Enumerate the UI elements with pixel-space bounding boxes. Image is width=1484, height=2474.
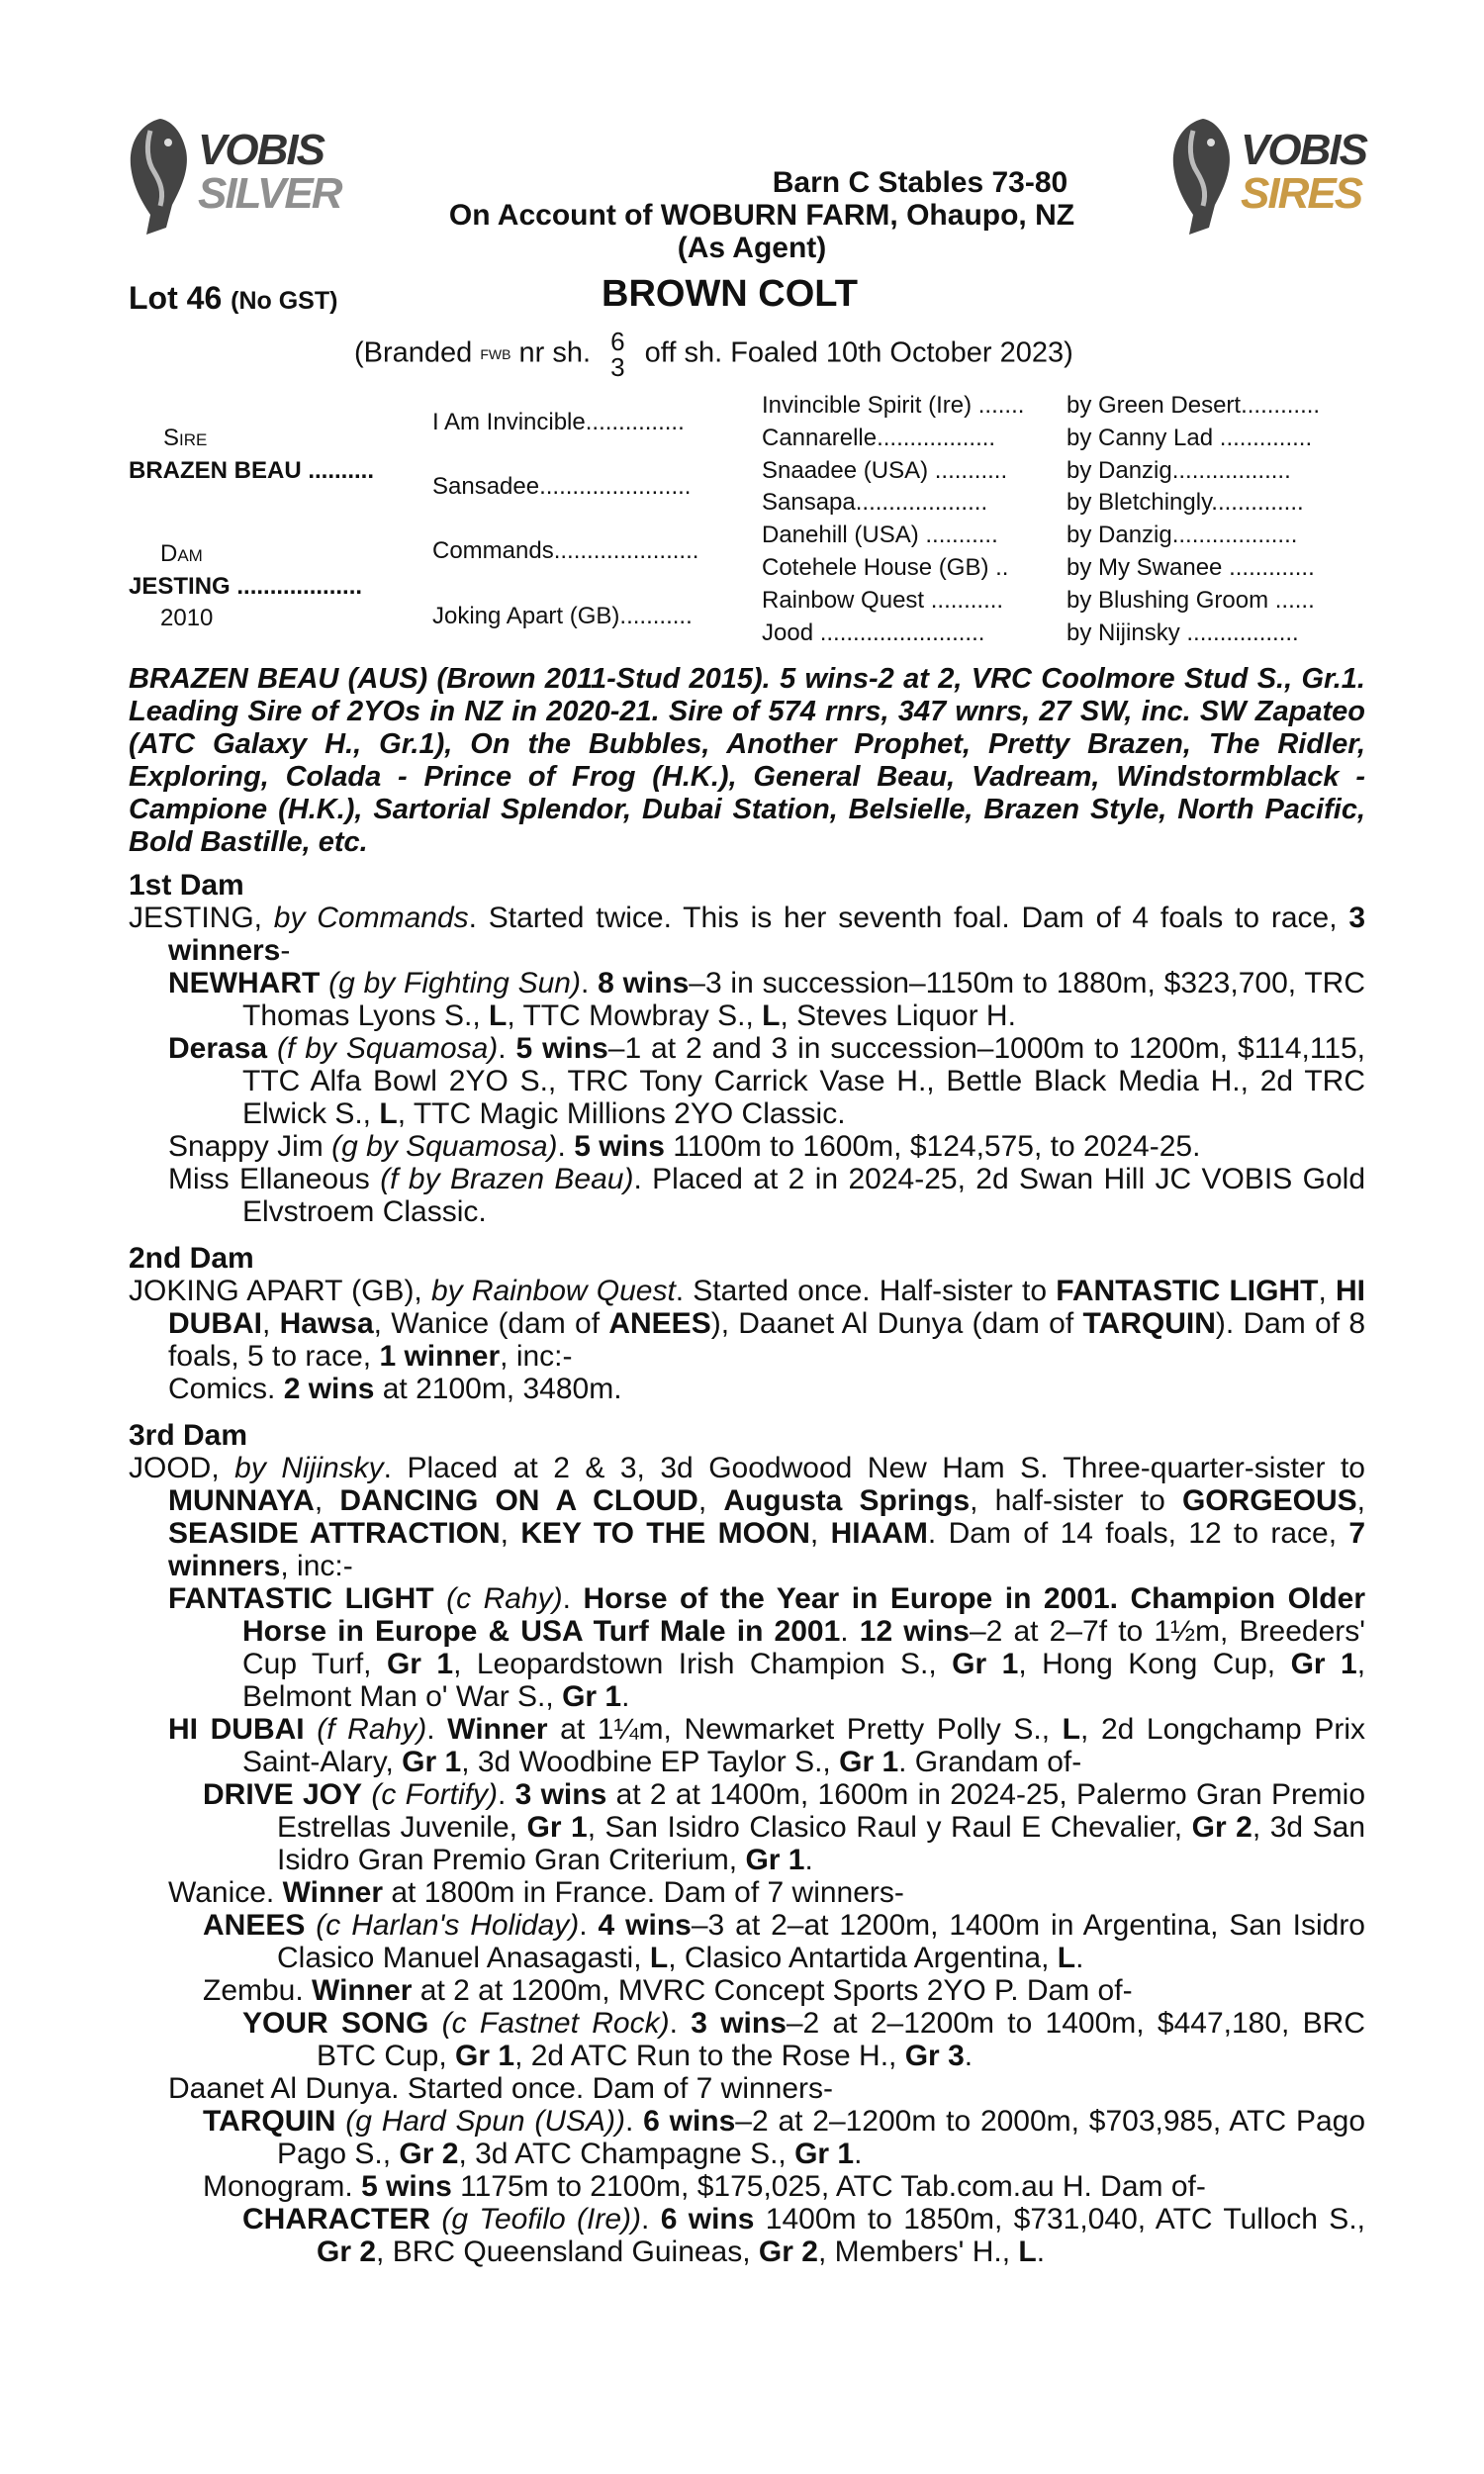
pedigree-g2: I Am Invincible............... xyxy=(432,409,685,435)
progeny-entry: DRIVE JOY (c Fortify). 3 wins at 2 at 1400m, 1600m in 2024-25, Palermo Gran Premio Estrellas Juvenile, Gr 1, San Isidro Clasico Raul y Raul E Chevalier, Gr 2, 3d San Isidro Gran Premio Gran Criterium, Gr 1. xyxy=(203,1778,1366,1876)
third-dam-entry: JOOD, by Nijinsky. Placed at 2 & 3, 3d Goodwood New Ham S. Three-quarter-sister to MUNNAYA, DANCING ON A CLOUD, Augusta Springs, half-sister to GORGEOUS, SEASIDE ATTRACTION, KEY TO THE MOON, HIAAM. Dam of 14 foals, 12 to race, 7 winners, inc:- xyxy=(129,1452,1366,1582)
pedigree-g3: Danehill (USA) ........... xyxy=(762,522,998,548)
progeny-entry: Zembu. Winner at 2 at 1200m, MVRC Concept Sports 2YO P. Dam of- xyxy=(203,1974,1133,2007)
pedigree-g4: by Canny Lad .............. xyxy=(1067,425,1313,451)
progeny-entry: ANEES (c Harlan's Holiday). 4 wins–3 at 2–at 1200m, 1400m in Argentina, San Isidro Clasico Manuel Anasagasti, L, Clasico Antartida Argentina, L. xyxy=(203,1909,1365,1974)
pedigree-g2: Sansadee....................... xyxy=(432,473,692,500)
pedigree-g3: Jood ......................... xyxy=(762,619,985,646)
pedigree-g3: Cannarelle.................. xyxy=(762,425,996,451)
first-dam-entry: JESTING, by Commands. Started twice. This is her seventh foal. Dam of 4 foals to race, 3 winners- xyxy=(129,902,1365,967)
progeny-entry: FANTASTIC LIGHT (c Rahy). Horse of the Year in Europe in 2001. Champion Older Horse in Europe & USA Turf Male in 2001. 12 wins–2 at 2–7f to 1½m, Breeders' Cup Turf, Gr 1, Leopardstown Irish Champion S., Gr 1, Hong Kong Cup, Gr 1, Belmont Man o' War S., Gr 1. xyxy=(168,1582,1366,1713)
sire-summary: BRAZEN BEAU (AUS) (Brown 2011-Stud 2015). 5 wins-2 at 2, VRC Coolmore Stud S., Gr.1. Leading Sire of 2YOs in NZ in 2020-21. Sire of 574 rnrs, 347 wnrs, 27 SW, inc. SW Zapateo (ATC Galaxy H., Gr.1), On the Bubbles, Another Prophet, Pretty Brazen, The Ridler, Exploring, Colada - Prince of Frog (H.K.), General Beau, Vadream, Windstormblack - Campione (H.K.), Sartorial Splendor, Dubai Station, Belsielle, Brazen Style, North Pacific, Bold Bastille, etc. xyxy=(129,663,1365,858)
brand-mark: FWB xyxy=(480,346,511,362)
pedigree-g4: by Green Desert............ xyxy=(1067,392,1321,419)
sire-label: Sire xyxy=(163,425,208,451)
progeny-entry: Monogram. 5 wins 1175m to 2100m, $175,025, ATC Tab.com.au H. Dam of- xyxy=(203,2170,1206,2203)
pedigree-g4: by My Swanee ............. xyxy=(1067,554,1315,581)
brand-line: (Branded FWB nr sh. 6 3 off sh. Foaled 10th October 2023) xyxy=(354,327,1073,382)
brand-fraction: 6 3 xyxy=(610,327,625,382)
pedigree-g2: Commands...................... xyxy=(432,537,699,564)
logo-line2: SIRES xyxy=(1241,169,1362,218)
sire-name: BRAZEN BEAU .......... xyxy=(129,457,375,484)
progeny-entry: Daanet Al Dunya. Started once. Dam of 7 winners- xyxy=(168,2072,834,2105)
section-heading: 1st Dam xyxy=(129,869,244,902)
pedigree-g3: Cotehele House (GB) .. xyxy=(762,554,1009,581)
progeny-entry: HI DUBAI (f Rahy). Winner at 1¼m, Newmarket Pretty Polly S., L, 2d Longchamp Prix Saint-Alary, Gr 1, 3d Woodbine EP Taylor S., Gr 1. Grandam of- xyxy=(168,1713,1365,1778)
second-dam-entry: JOKING APART (GB), by Rainbow Quest. Started once. Half-sister to FANTASTIC LIGHT, HI DUBAI, Hawsa, Wanice (dam of ANEES), Daanet Al Dunya (dam of TARQUIN). Dam of 8 foals, 5 to race, 1 winner, inc:- xyxy=(129,1275,1366,1373)
pedigree-g4: by Danzig................... xyxy=(1067,522,1298,548)
progeny-entry: Miss Ellaneous (f by Brazen Beau). Placed at 2 in 2024-25, 2d Swan Hill JC VOBIS Gold Elvstroem Classic. xyxy=(168,1163,1365,1228)
pedigree-g3: Rainbow Quest ........... xyxy=(762,587,1004,614)
progeny-entry: Comics. 2 wins at 2100m, 3480m. xyxy=(168,1373,622,1405)
progeny-entry: NEWHART (g by Fighting Sun). 8 wins–3 in succession–1150m to 1880m, $323,700, TRC Thomas Lyons S., L, TTC Mowbray S., L, Steves Liquor H. xyxy=(168,967,1366,1032)
progeny-entry: YOUR SONG (c Fastnet Rock). 3 wins–2 at 2–1200m to 1400m, $447,180, BRC BTC Cup, Gr 1, 2d ATC Run to the Rose H., Gr 3. xyxy=(242,2007,1365,2072)
dam-family xyxy=(129,859,1365,2268)
gst-note: (No GST) xyxy=(231,287,338,315)
section-heading: 3rd Dam xyxy=(129,1419,248,1452)
progeny-entry: TARQUIN (g Hard Spun (USA)). 6 wins–2 at 2–1200m to 2000m, $703,985, ATC Pago Pago S., Gr 2, 3d ATC Champagne S., Gr 1. xyxy=(203,2105,1366,2170)
pedigree-g3: Sansapa.................... xyxy=(762,489,988,516)
barn-info: Barn C Stables 73-80 xyxy=(772,166,1068,199)
pedigree-g4: by Bletchingly.............. xyxy=(1067,489,1304,516)
logo-line1: VOBIS xyxy=(198,126,324,174)
pedigree-g3: Invincible Spirit (Ire) ....... xyxy=(762,392,1025,419)
progeny-entry: Snappy Jim (g by Squamosa). 5 wins 1100m to 1600m, $124,575, to 2024-25. xyxy=(168,1130,1201,1163)
pedigree-g2: Joking Apart (GB)........... xyxy=(432,603,693,629)
dam-label: Dam xyxy=(160,540,203,567)
logo-line2: SILVER xyxy=(198,169,341,218)
progeny-entry: CHARACTER (g Teofilo (Ire)). 6 wins 1400m to 1850m, $731,040, ATC Tulloch S., Gr 2, BRC Queensland Guineas, Gr 2, Members' H., L. xyxy=(242,2203,1365,2268)
progeny-entry: Derasa (f by Squamosa). 5 wins–1 at 2 and 3 in succession–1000m to 1200m, $114,115, TTC Alfa Bowl 2YO S., TRC Tony Carrick Vase H., Bettle Black Media H., 2d TRC Elwick S., L, TTC Magic Millions 2YO Classic. xyxy=(168,1032,1366,1130)
pedigree-g4: by Nijinsky ................. xyxy=(1067,619,1299,646)
pedigree-g4: by Danzig.................. xyxy=(1067,457,1291,484)
section-heading: 2nd Dam xyxy=(129,1242,254,1275)
dam-year: 2010 xyxy=(160,605,214,631)
agent-info: (As Agent) xyxy=(677,232,827,264)
lot-number: Lot 46 (No GST) xyxy=(129,280,338,316)
logo-line1: VOBIS xyxy=(1241,126,1366,174)
dam-name: JESTING ................... xyxy=(129,573,363,600)
account-info: On Account of WOBURN FARM, Ohaupo, NZ xyxy=(448,199,1075,232)
pedigree-g4: by Blushing Groom ...... xyxy=(1067,587,1315,614)
progeny-entry: Wanice. Winner at 1800m in France. Dam of 7 winners- xyxy=(168,1876,904,1909)
pedigree-g3: Snaadee (USA) ........... xyxy=(762,457,1008,484)
lot-title: BROWN COLT xyxy=(602,273,858,315)
